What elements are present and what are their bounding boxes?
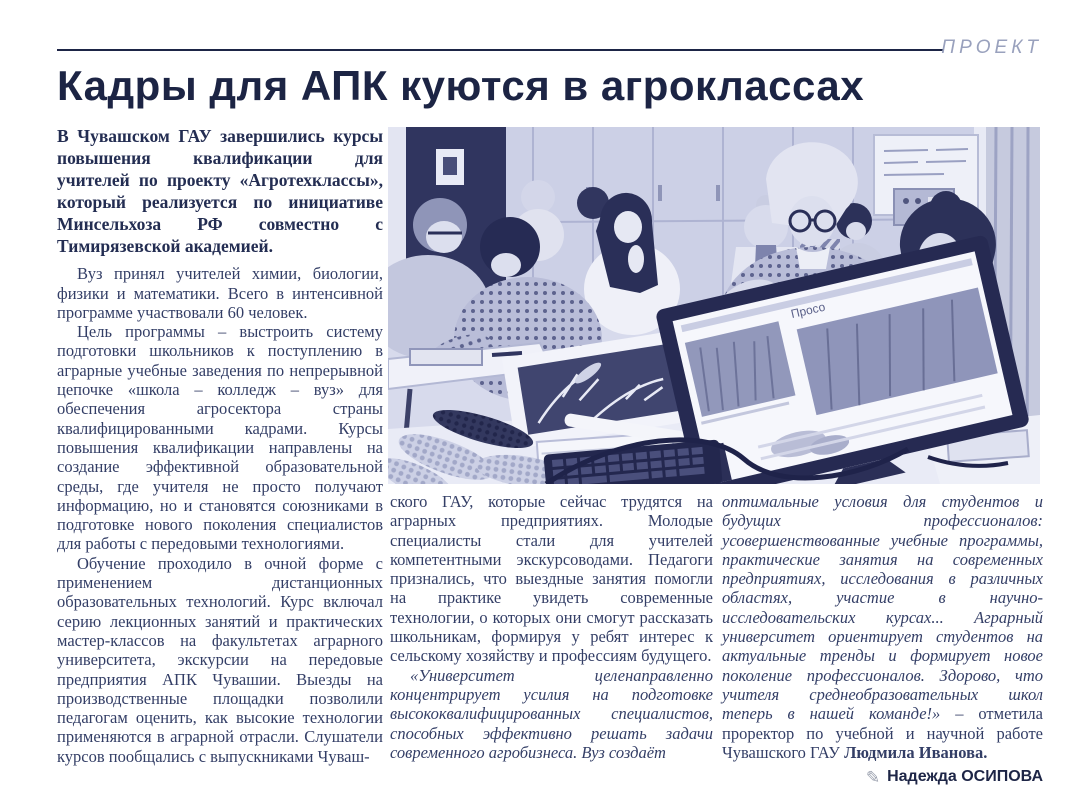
paragraph: Обучение проходило в очной форме с применением дистанционных образовательных технологий. Курс включал серию лекционных занятий и практических мастер-классов на факультетах аграрного университета, экскурсии на передовые предприятия АПК Чувашии. Выезды на производственные площадки позволили педагогам оценить, как высокие технологии применяются в аграрной отрасли. Слушатели курсов пообщались с выпускниками Чуваш-	[57, 553, 383, 766]
screen-title: Просо	[789, 299, 827, 322]
article-photo	[388, 127, 1040, 484]
classroom-illustration	[388, 127, 1040, 484]
header-rule	[57, 49, 943, 51]
quote-person: Людмила Иванова.	[844, 742, 988, 762]
quote-paragraph	[722, 492, 1043, 762]
section-kicker: ПРОЕКТ	[941, 37, 1042, 58]
author-name: Надежда ОСИПОВА	[887, 768, 1043, 786]
article-title: Кадры для АПК куются в агроклассах	[57, 62, 865, 109]
column-middle	[390, 492, 713, 762]
paragraph: Вуз принял учителей химии, биологии, физики и математики. Всего в интенсивной программе участвовали 60 человек.	[57, 264, 383, 322]
column-left	[57, 125, 383, 766]
quote-text: оптимальные условия для студентов и будущих профессионалов: усовершенствованные учебные программы, практические занятия на современных предприятиях, исследования в различных областях, участие в научно-исследовательских курсах... Аграрный университет ориентирует студентов на актуальные тренды и формирует новое поколение профессионалов. Здорово, что учителя среднеобразовательных школ теперь в нашей команде!»	[722, 492, 1043, 724]
quote-paragraph: «Университет целенаправленно концентрирует усилия на подготовке высококвалифицированных специалистов, способных эффективно решать задачи современного агробизнеса. Вуз создаёт	[390, 665, 713, 762]
paragraph: Цель программы – выстроить систему подготовки школьников к поступлению в аграрные учебные заведения по непрерывной цепочке «школа – колледж – вуз» для обеспечения агросектора страны квалифицированными кадрами. Курсы повышения квалификации направлены на создание эффективной образовательной среды, где учителя не просто получают информацию, но и становятся союзниками в подготовке нового поколения специалистов для работы с передовыми технологиями.	[57, 322, 383, 554]
lead-paragraph: В Чувашском ГАУ завершились курсы повышения квалификации для учителей по проекту «Агротехклассы», который реализуется по инициативе Минсельхоза РФ совместно с Тимирязевской академией.	[57, 126, 383, 257]
quote-attribution: – отметила проректор по учебной и научной работе Чувашского ГАУ	[722, 704, 1043, 762]
pencil-icon: ✎	[865, 768, 881, 788]
byline	[722, 768, 1043, 787]
paragraph: ского ГАУ, которые сейчас трудятся на аграрных предприятиях. Молодые специалисты стали для учителей компетентными экскурсоводами. Педагоги признались, что выездные занятия помогли на практике увидеть современные технологии, о которых они смогут рассказать школьникам, формируя у ребят интерес к сельскому хозяйству и профессиям будущего.	[390, 492, 713, 666]
column-right	[722, 492, 1043, 787]
